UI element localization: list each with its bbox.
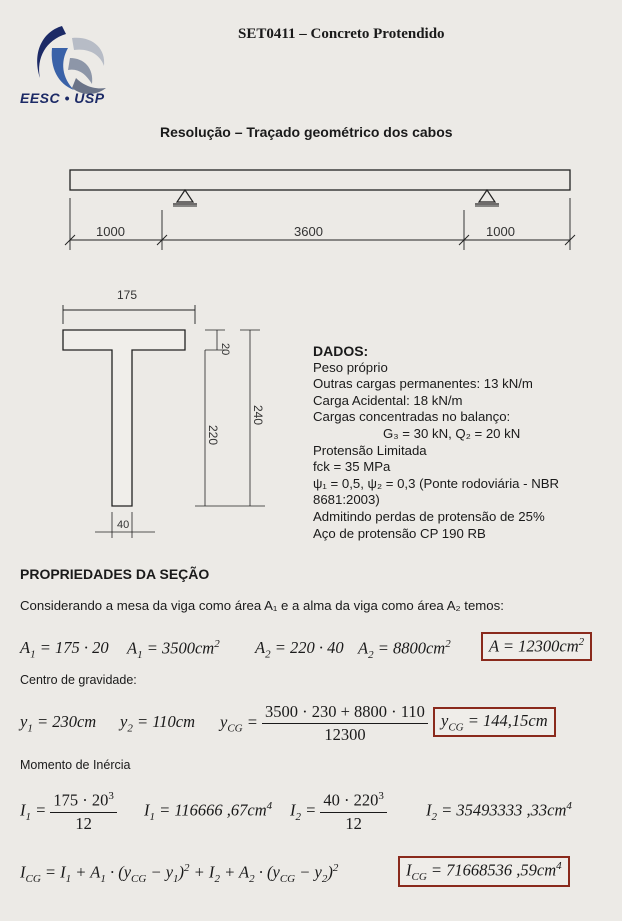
dados-block: [313, 343, 559, 542]
dados-line: ψ₁ = 0,5, ψ₂ = 0,3 (Ponte rodoviária - NBR: [313, 475, 560, 491]
area-total-box: $A = 12300cm^2$: [481, 632, 592, 661]
dados-line: Protensão Limitada: [313, 442, 427, 458]
centroid-result-box: $y_{CG} = 144,15cm$: [433, 707, 556, 737]
flange-thickness-label: 20: [219, 343, 231, 356]
centroid-formula: $y_{CG}$ = $\frac{3500 \cdot 230 + 8800 \cdot 110}{12300}$: [220, 702, 428, 745]
beam-outline: [70, 170, 570, 190]
inertia-i2-value: $I_2 = 35493333$ $,33cm^4$: [426, 800, 572, 823]
inertia-icg-box: $I_{CG} = 71668536$ $,59cm^4$: [398, 856, 570, 887]
dados-line: Admitindo perdas de protensão de 25%: [313, 508, 545, 524]
dados-title: DADOS:: [313, 343, 369, 359]
dados-line: Aço de protensão CP 190 RB: [313, 525, 486, 541]
support-right: [475, 190, 499, 206]
t-outline: [63, 330, 185, 506]
dados-line: Cargas concentradas no balanço:: [313, 409, 511, 425]
properties-intro: Considerando a mesa da viga como área A₁ e a alma da viga como área A₂ temos:: [20, 598, 504, 613]
centroid-label: Centro de gravidade:: [20, 673, 137, 687]
logo-text: EESC • USP: [20, 90, 105, 106]
dados-line: Peso próprio: [313, 359, 388, 375]
properties-title: PROPRIEDADES DA SEÇÃO: [20, 566, 210, 582]
dados-line: Outras cargas permanentes: 13 kN/m: [313, 376, 533, 392]
centroid-y2: $y_2 = 110cm$: [120, 712, 195, 735]
beam-diagram: [60, 150, 580, 260]
area-a1-value: $A_1 = 3500cm^2$: [127, 638, 220, 661]
inertia-i1-formula: $I_1$ = $\frac{175 \cdot 20^3}{12}$: [20, 790, 117, 834]
dados-line: fck = 35 MPa: [313, 459, 391, 475]
inertia-i2-formula: $I_2$ = $\frac{40 \cdot 220^3}{12}$: [290, 790, 387, 834]
inertia-i1-value: $I_1 = 116666$ $,67cm^4$: [144, 800, 273, 823]
dim-mid-label: 3600: [294, 224, 323, 239]
area-a2-expr: $A_2 = 220 \cdot 40$: [255, 638, 344, 661]
dim-right-label: 1000: [486, 224, 515, 239]
inertia-icg-formula: $I_{CG} = I_1 + A_1 \cdot (y_{CG} - y_1)^2 + I_2 + A_2 \cdot (y_{CG} - y_2)^2$: [20, 862, 339, 885]
total-height-label: 240: [251, 405, 265, 426]
area-a2-value: $A_2 = 8800cm^2$: [358, 638, 451, 661]
t-section-diagram: [55, 280, 295, 550]
support-left: [173, 190, 197, 206]
section-title: Resolução – Traçado geométrico dos cabos: [160, 124, 453, 140]
dados-line: 8681:2003): [313, 492, 380, 508]
inertia-label: Momento de Inércia: [20, 758, 131, 772]
web-height-label: 220: [206, 425, 220, 446]
centroid-y1: $y_1 = 230cm$: [20, 712, 97, 735]
centroid-den: 12300: [324, 725, 366, 744]
web-width-label: 40: [117, 519, 130, 531]
centroid-num: 3500 · 230 + 8800 · 110: [262, 702, 428, 724]
dados-line: G₃ = 30 kN, Q₂ = 20 kN: [383, 425, 521, 441]
course-title: SET0411 – Concreto Protendido: [238, 26, 445, 42]
area-a1-expr: $A_1 = 175 \cdot 20$: [20, 638, 109, 661]
dados-line: Carga Acidental: 18 kN/m: [313, 392, 463, 408]
dim-left-label: 1000: [96, 224, 125, 239]
flange-width-label: 175: [117, 288, 138, 302]
